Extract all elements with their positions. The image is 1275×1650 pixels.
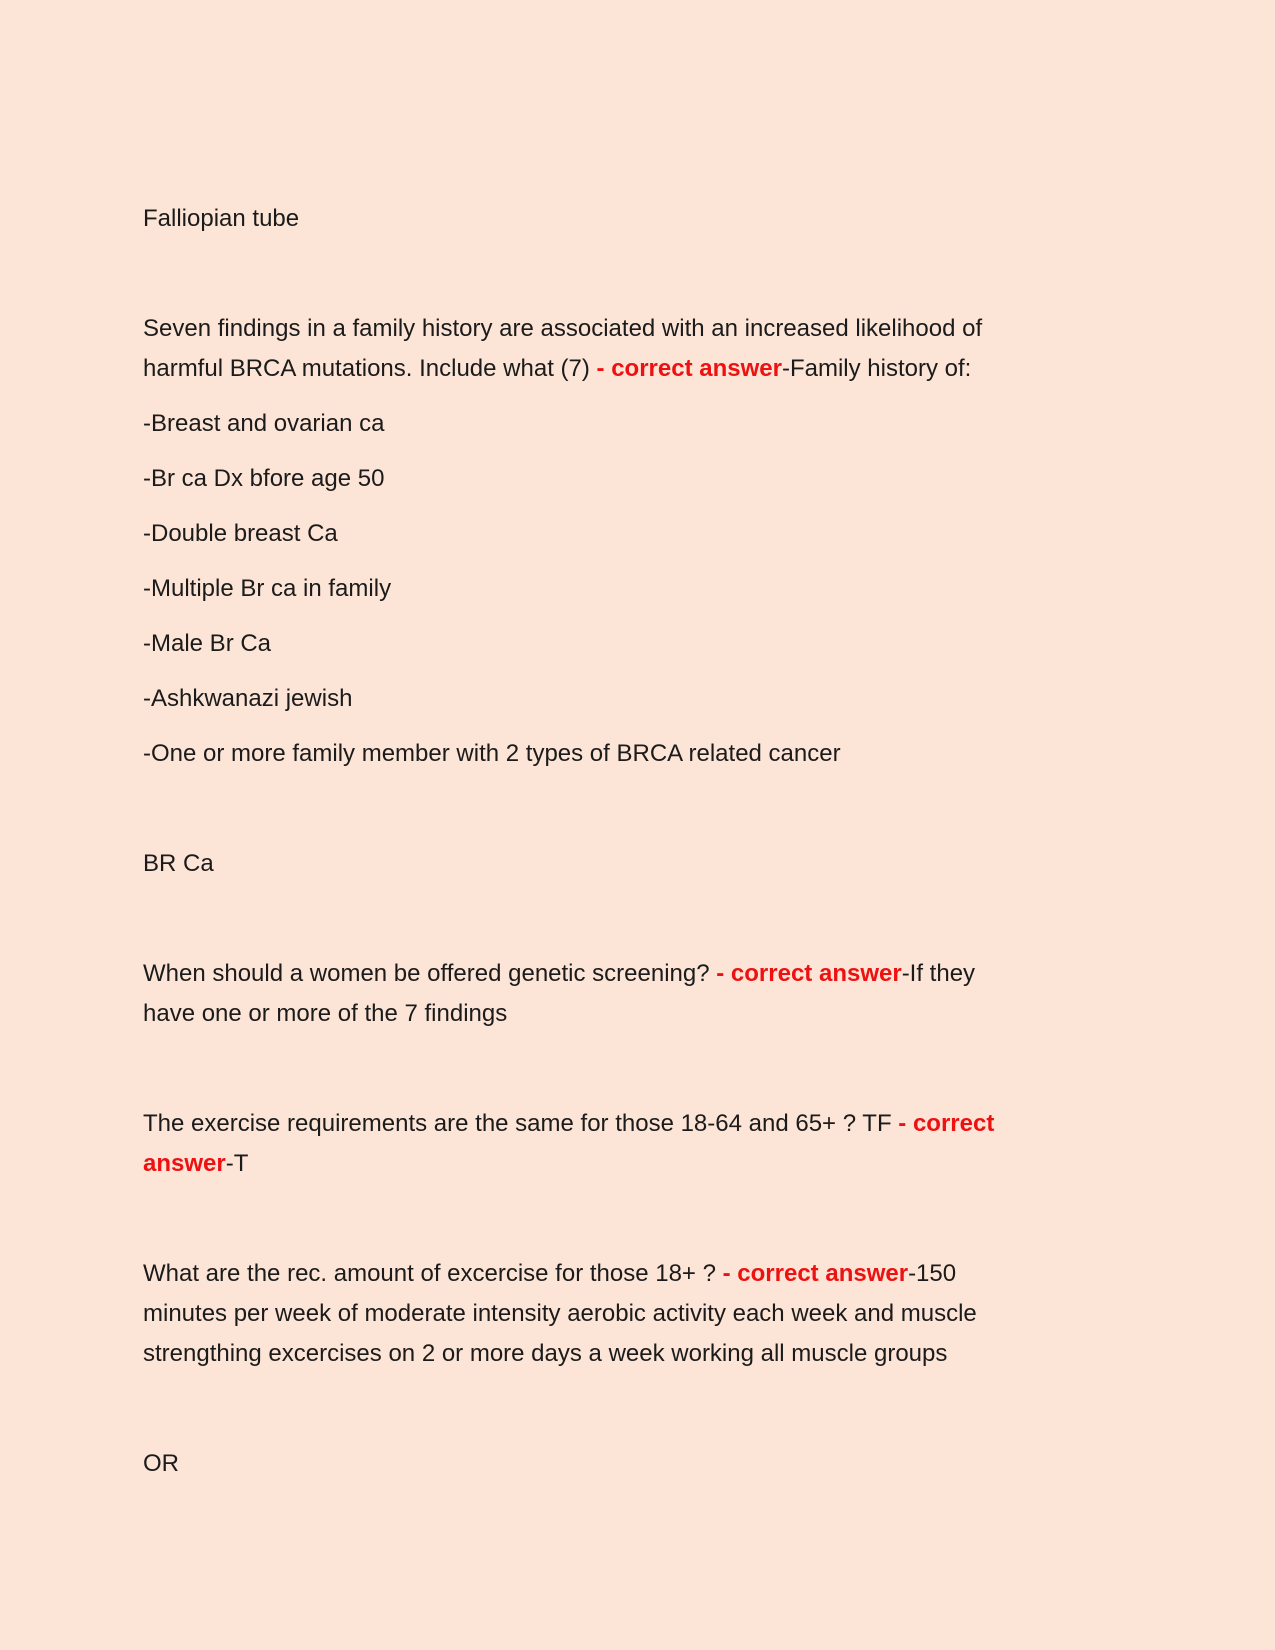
text-segment: strengthing excercises on 2 or more days a week working all muscle groups bbox=[143, 1340, 948, 1367]
text-segment: -Breast and ovarian ca bbox=[143, 410, 385, 437]
text-segment: OR bbox=[143, 1450, 179, 1477]
text-line bbox=[143, 734, 1132, 774]
text-segment: -Br ca Dx bfore age 50 bbox=[143, 465, 385, 492]
text-line bbox=[143, 844, 1132, 884]
qa-brca-seven-findings bbox=[143, 309, 1132, 389]
list-item-br-ca-dx-bfore-age-50 bbox=[143, 459, 1132, 499]
list-item-double-breast-ca bbox=[143, 514, 1132, 554]
text-line bbox=[143, 1144, 1132, 1184]
text-line bbox=[143, 309, 1132, 349]
text-segment: Seven findings in a family history are associated with an increased likelihood of bbox=[143, 315, 983, 342]
text-line bbox=[143, 679, 1132, 719]
text-segment: Falliopian tube bbox=[143, 205, 300, 232]
qa-exercise-requirements-tf bbox=[143, 1104, 1132, 1184]
qa-genetic-screening-offer bbox=[143, 954, 1132, 1034]
text-line bbox=[143, 514, 1132, 554]
text-segment: -Double breast Ca bbox=[143, 520, 338, 547]
text-line bbox=[143, 624, 1132, 664]
text-line bbox=[143, 954, 1132, 994]
correct-answer-marker: - correct answer bbox=[722, 1260, 909, 1287]
text-line bbox=[143, 569, 1132, 609]
text-line bbox=[143, 1334, 1132, 1374]
text-segment: What are the rec. amount of excercise for those 18+ ? bbox=[143, 1260, 723, 1287]
qa-recommended-exercise-18-plus bbox=[143, 1254, 1132, 1374]
text-line bbox=[143, 1444, 1132, 1484]
text-line bbox=[143, 1294, 1132, 1334]
text-segment: -150 bbox=[908, 1260, 957, 1287]
text-segment: minutes per week of moderate intensity aerobic activity each week and muscle bbox=[143, 1300, 977, 1327]
text-segment: -One or more family member with 2 types of BRCA related cancer bbox=[143, 740, 841, 767]
text-segment: -Male Br Ca bbox=[143, 630, 272, 657]
text-line bbox=[143, 1254, 1132, 1294]
term-br-ca bbox=[143, 844, 1132, 884]
list-item-ashkwanazi-jewish bbox=[143, 679, 1132, 719]
text-line bbox=[143, 1104, 1132, 1144]
text-line bbox=[143, 404, 1132, 444]
text-segment: -If they bbox=[901, 960, 976, 987]
text-segment: -Ashkwanazi jewish bbox=[143, 685, 353, 712]
correct-answer-marker: answer bbox=[143, 1150, 226, 1177]
connector-or bbox=[143, 1444, 1132, 1484]
text-line bbox=[143, 199, 1132, 239]
correct-answer-marker: - correct answer bbox=[716, 960, 902, 987]
list-item-male-br-ca bbox=[143, 624, 1132, 664]
text-line bbox=[143, 349, 1132, 389]
text-segment: When should a women be offered genetic screening? bbox=[143, 960, 717, 987]
text-segment: -T bbox=[225, 1150, 249, 1177]
correct-answer-marker: - correct answer bbox=[596, 355, 782, 382]
text-segment: The exercise requirements are the same for those 18-64 and 65+ ? TF bbox=[143, 1110, 899, 1137]
text-line bbox=[143, 994, 1132, 1034]
text-segment: have one or more of the 7 findings bbox=[143, 1000, 508, 1027]
list-item-breast-and-ovarian-ca bbox=[143, 404, 1132, 444]
list-item-family-member-2-types-brca-cancer bbox=[143, 734, 1132, 774]
text-line bbox=[143, 459, 1132, 499]
text-segment: BR Ca bbox=[143, 850, 214, 877]
list-item-multiple-br-ca-in-family bbox=[143, 569, 1132, 609]
text-segment: harmful BRCA mutations. Include what (7) bbox=[143, 355, 597, 382]
text-segment: -Multiple Br ca in family bbox=[143, 575, 392, 602]
term-falliopian-tube bbox=[143, 199, 1132, 239]
correct-answer-marker: - correct bbox=[898, 1110, 995, 1137]
text-segment: -Family history of: bbox=[781, 355, 972, 382]
